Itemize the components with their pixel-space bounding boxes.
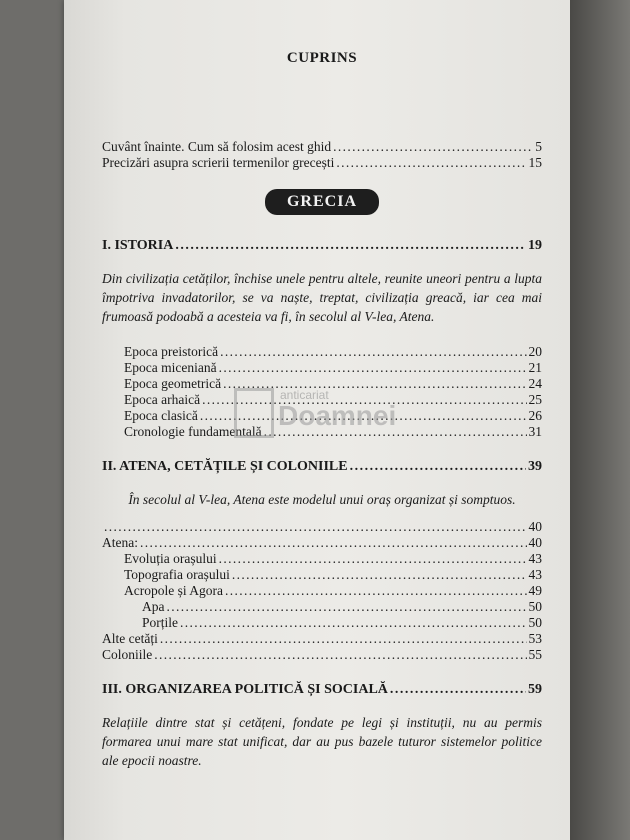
toc-entry: Topografia orașului . . . 43: [102, 567, 542, 583]
toc-entry: Atena: . . . 40: [102, 535, 542, 551]
watermark-logo: anticariat Doamnei: [234, 388, 434, 436]
toc-entry: Epoca clasică . . . 26: [124, 408, 542, 424]
section-heading-istoria: I. ISTORIA . . . 19: [102, 237, 542, 255]
toc-entry: Coloniile . . . 55: [102, 647, 542, 663]
toc-entry-preface: Cuvânt înainte. Cum să folosim acest ghid . . . 5: [102, 139, 542, 155]
toc-entry: Epoca miceniană . . . 21: [124, 360, 542, 376]
page-edge-shadow: [570, 0, 630, 840]
toc-entry: Epoca preistorică . . . 20: [124, 344, 542, 360]
part-banner: GRECIA: [265, 189, 379, 215]
toc-entry: Acropole și Agora . . . 49: [102, 583, 542, 599]
section-heading-organizarea: III. ORGANIZAREA POLITICĂ ȘI SOCIALĂ . . . 59: [102, 681, 542, 699]
section-entries: [102, 519, 542, 663]
toc-entry: Cronologie fundamentală . . . 31: [124, 424, 542, 440]
toc-entry: Apa . . . 50: [102, 599, 542, 615]
toc-entry-precizari: Precizări asupra scrierii termenilor grecești . . . 15: [102, 155, 542, 171]
section-heading-atena: II. ATENA, CETĂȚILE ȘI COLONIILE . . . 39: [102, 458, 542, 476]
toc-entry: Evoluția orașului . . . 43: [102, 551, 542, 567]
section-intro: Relațiile dintre stat și cetățeni, fondate pe legi și instituții, nu au permis formarea unui mare stat unificat, dar au pus bazele tuturor sistemelor politice ale epocii noastre.: [102, 715, 542, 768]
book-page: [64, 0, 570, 840]
toc-entry: Epoca arhaică . . . 25: [124, 392, 542, 408]
toc-entry: Porțile . . . 50: [102, 615, 542, 631]
page-title: CUPRINS: [286, 50, 358, 66]
book-icon: [234, 388, 274, 438]
toc-entry: . . . 40: [102, 519, 542, 535]
section-intro: Din civilizația cetăților, închise unele pentru altele, reunite uneori pentru a lupta împotriva invadatorilor, se va naște, treptat, civilizația greacă, iar cea mai frumoasă podoabă a acesteia va fi, în secolul al V-lea, Atena.: [102, 271, 542, 324]
toc-entry: Epoca geometrică . . . 24: [124, 376, 542, 392]
toc-entry: Alte cetăți . . . 53: [102, 631, 542, 647]
section-intro: În secolul al V-lea, Atena este modelul unui oraș organizat și somptuos.: [128, 492, 516, 507]
